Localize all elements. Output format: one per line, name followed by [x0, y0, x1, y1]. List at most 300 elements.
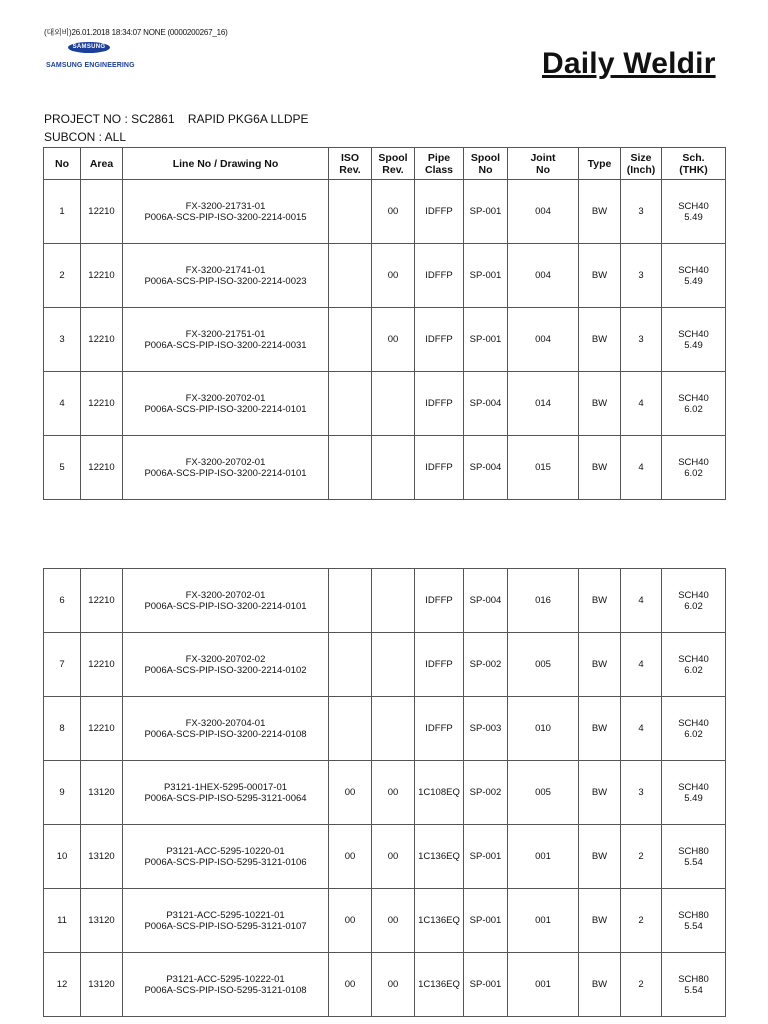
row-thk: 5.49 [684, 339, 703, 351]
cell-spool-rev [372, 180, 415, 244]
table-row [44, 308, 726, 372]
col-iso-rev-header: ISO Rev. [329, 148, 372, 180]
cell-size [621, 372, 662, 436]
table-header-row [44, 148, 726, 180]
row-iso-rev: 00 [344, 979, 356, 990]
cell-no [44, 761, 81, 825]
row-no: 6 [59, 595, 65, 606]
cell-area [81, 761, 123, 825]
cell-joint-no [508, 697, 579, 761]
row-pipe-class: IDFFP [425, 270, 453, 281]
row-size: 4 [638, 398, 644, 409]
row-pipe-class: IDFFP [425, 398, 453, 409]
cell-size [621, 761, 662, 825]
row-joint-no: 005 [535, 659, 551, 670]
cell-pipe-class [415, 436, 464, 500]
row-sch: SCH40 [678, 589, 709, 601]
row-joint-no: 005 [535, 787, 551, 798]
cell-type [579, 436, 621, 500]
row-size: 2 [638, 851, 644, 862]
cell-iso-rev [329, 569, 372, 633]
cell-joint-no [508, 372, 579, 436]
row-sch: SCH40 [678, 653, 709, 665]
row-drawing-no: P006A-SCS-PIP-ISO-3200-2214-0102 [144, 664, 307, 676]
row-type: BW [591, 270, 608, 281]
cell-line-drawing [123, 308, 329, 372]
row-spool-rev: 00 [387, 979, 399, 990]
row-size: 4 [638, 462, 644, 473]
row-drawing-no: P006A-SCS-PIP-ISO-5295-3121-0107 [144, 920, 307, 932]
cell-pipe-class [415, 180, 464, 244]
row-sch: SCH40 [678, 717, 709, 729]
cell-type [579, 889, 621, 953]
row-size: 3 [638, 270, 644, 281]
row-spool-no: SP-002 [469, 659, 502, 670]
row-drawing-no: P006A-SCS-PIP-ISO-5295-3121-0064 [144, 792, 307, 804]
cell-no [44, 436, 81, 500]
row-sch: SCH40 [678, 392, 709, 404]
cell-spool-rev [372, 953, 415, 1017]
cell-joint-no [508, 569, 579, 633]
row-size: 4 [638, 659, 644, 670]
cell-pipe-class [415, 569, 464, 633]
cell-joint-no [508, 889, 579, 953]
table-row [44, 244, 726, 308]
row-iso-rev: 00 [344, 851, 356, 862]
table-row [44, 569, 726, 633]
cell-line-drawing [123, 697, 329, 761]
cell-spool-no [464, 436, 508, 500]
cell-pipe-class [415, 761, 464, 825]
row-spool-no: SP-002 [469, 787, 502, 798]
cell-iso-rev [329, 761, 372, 825]
cell-pipe-class [415, 697, 464, 761]
row-type: BW [591, 334, 608, 345]
cell-size [621, 436, 662, 500]
cell-joint-no [508, 180, 579, 244]
cell-spool-rev [372, 244, 415, 308]
col-line-header: Line No / Drawing No [123, 148, 329, 180]
cell-iso-rev [329, 244, 372, 308]
row-no: 4 [59, 398, 65, 409]
row-size: 4 [638, 595, 644, 606]
cell-spool-rev [372, 697, 415, 761]
row-no: 10 [56, 851, 68, 862]
row-area: 12210 [88, 206, 115, 217]
row-type: BW [591, 851, 608, 862]
cell-spool-rev [372, 761, 415, 825]
row-pipe-class: IDFFP [425, 659, 453, 670]
col-no-header: No [44, 148, 81, 180]
row-sch: SCH80 [678, 845, 709, 857]
cell-sch-thk [662, 436, 726, 500]
cell-joint-no [508, 825, 579, 889]
row-joint-no: 010 [535, 723, 551, 734]
row-sch: SCH80 [678, 909, 709, 921]
document-meta: (대외비)26.01.2018 18:34:07 NONE (0000200267_16) [44, 28, 228, 37]
row-type: BW [591, 659, 608, 670]
row-joint-no: 001 [535, 915, 551, 926]
cell-no [44, 372, 81, 436]
cell-pipe-class [415, 953, 464, 1017]
col-pipe-class-header: Pipe Class [415, 148, 464, 180]
row-sch: SCH40 [678, 328, 709, 340]
row-no: 12 [56, 979, 68, 990]
cell-pipe-class [415, 308, 464, 372]
col-spool-rev-header: Spool Rev. [372, 148, 415, 180]
row-area: 12210 [88, 723, 115, 734]
row-spool-no: SP-001 [469, 206, 502, 217]
cell-iso-rev [329, 953, 372, 1017]
row-type: BW [591, 723, 608, 734]
row-no: 8 [59, 723, 65, 734]
cell-iso-rev [329, 825, 372, 889]
row-area: 13120 [88, 787, 115, 798]
row-no: 5 [59, 462, 65, 473]
row-spool-no: SP-003 [469, 723, 502, 734]
cell-joint-no [508, 633, 579, 697]
table-row [44, 889, 726, 953]
row-line-no: FX-3200-20702-01 [185, 589, 266, 601]
row-type: BW [591, 398, 608, 409]
row-drawing-no: P006A-SCS-PIP-ISO-3200-2214-0101 [144, 467, 307, 479]
cell-no [44, 825, 81, 889]
row-area: 12210 [88, 595, 115, 606]
weld-table-page-1 [43, 147, 726, 500]
row-line-no: FX-3200-21731-01 [185, 200, 266, 212]
weld-table-page-2 [43, 568, 726, 1017]
col-size-header: Size (Inch) [621, 148, 662, 180]
cell-size [621, 244, 662, 308]
cell-type [579, 633, 621, 697]
row-size: 3 [638, 334, 644, 345]
row-drawing-no: P006A-SCS-PIP-ISO-3200-2214-0101 [144, 403, 307, 415]
row-pipe-class: 1C136EQ [418, 979, 460, 990]
cell-area [81, 697, 123, 761]
cell-spool-no [464, 372, 508, 436]
row-area: 13120 [88, 979, 115, 990]
cell-area [81, 569, 123, 633]
cell-iso-rev [329, 633, 372, 697]
cell-no [44, 953, 81, 1017]
cell-joint-no [508, 308, 579, 372]
row-joint-no: 004 [535, 334, 551, 345]
row-size: 3 [638, 787, 644, 798]
row-size: 2 [638, 915, 644, 926]
row-thk: 5.49 [684, 792, 703, 804]
row-thk: 5.49 [684, 211, 703, 223]
row-joint-no: 004 [535, 206, 551, 217]
cell-sch-thk [662, 953, 726, 1017]
row-drawing-no: P006A-SCS-PIP-ISO-3200-2214-0023 [144, 275, 307, 287]
row-spool-rev: 00 [387, 787, 399, 798]
row-line-no: FX-3200-20702-01 [185, 456, 266, 468]
cell-line-drawing [123, 825, 329, 889]
cell-spool-no [464, 697, 508, 761]
row-line-no: P3121-1HEX-5295-00017-01 [163, 781, 288, 793]
cell-joint-no [508, 761, 579, 825]
cell-sch-thk [662, 633, 726, 697]
cell-spool-no [464, 244, 508, 308]
col-type-header: Type [579, 148, 621, 180]
cell-no [44, 633, 81, 697]
row-line-no: FX-3200-20702-02 [185, 653, 266, 665]
cell-size [621, 889, 662, 953]
cell-line-drawing [123, 633, 329, 697]
cell-sch-thk [662, 889, 726, 953]
cell-line-drawing [123, 244, 329, 308]
cell-iso-rev [329, 436, 372, 500]
cell-spool-no [464, 953, 508, 1017]
cell-iso-rev [329, 180, 372, 244]
cell-line-drawing [123, 761, 329, 825]
row-thk: 5.54 [684, 856, 703, 868]
cell-joint-no [508, 953, 579, 1017]
row-line-no: FX-3200-20702-01 [185, 392, 266, 404]
row-spool-rev: 00 [387, 915, 399, 926]
row-pipe-class: 1C108EQ [418, 787, 460, 798]
row-area: 12210 [88, 659, 115, 670]
row-spool-no: SP-004 [469, 595, 502, 606]
cell-type [579, 825, 621, 889]
row-spool-no: SP-004 [469, 398, 502, 409]
row-size: 3 [638, 206, 644, 217]
cell-type [579, 761, 621, 825]
cell-sch-thk [662, 372, 726, 436]
row-joint-no: 004 [535, 270, 551, 281]
cell-spool-no [464, 180, 508, 244]
row-pipe-class: IDFFP [425, 206, 453, 217]
row-size: 2 [638, 979, 644, 990]
row-spool-no: SP-001 [469, 851, 502, 862]
row-type: BW [591, 915, 608, 926]
cell-spool-no [464, 825, 508, 889]
table-row [44, 697, 726, 761]
cell-size [621, 697, 662, 761]
row-thk: 5.54 [684, 984, 703, 996]
table-row [44, 372, 726, 436]
cell-iso-rev [329, 308, 372, 372]
cell-type [579, 372, 621, 436]
row-drawing-no: P006A-SCS-PIP-ISO-5295-3121-0108 [144, 984, 307, 996]
cell-iso-rev [329, 372, 372, 436]
row-joint-no: 001 [535, 851, 551, 862]
table-row [44, 436, 726, 500]
cell-type [579, 697, 621, 761]
cell-type [579, 180, 621, 244]
row-spool-no: SP-001 [469, 270, 502, 281]
cell-size [621, 825, 662, 889]
document-title: Daily Weldir [542, 47, 716, 80]
cell-spool-no [464, 761, 508, 825]
row-type: BW [591, 979, 608, 990]
row-thk: 6.02 [684, 600, 703, 612]
cell-area [81, 244, 123, 308]
cell-line-drawing [123, 180, 329, 244]
cell-sch-thk [662, 825, 726, 889]
row-no: 9 [59, 787, 65, 798]
row-area: 13120 [88, 915, 115, 926]
row-sch: SCH40 [678, 456, 709, 468]
cell-no [44, 889, 81, 953]
cell-area [81, 633, 123, 697]
table-row [44, 825, 726, 889]
subcon-line: SUBCON : ALL [44, 130, 127, 144]
cell-spool-no [464, 633, 508, 697]
row-spool-no: SP-001 [469, 979, 502, 990]
samsung-engineering-logo [46, 42, 135, 72]
cell-size [621, 569, 662, 633]
row-spool-rev: 00 [387, 206, 399, 217]
row-sch: SCH80 [678, 973, 709, 985]
row-joint-no: 015 [535, 462, 551, 473]
row-joint-no: 014 [535, 398, 551, 409]
row-no: 7 [59, 659, 65, 670]
cell-joint-no [508, 436, 579, 500]
cell-no [44, 697, 81, 761]
row-type: BW [591, 206, 608, 217]
row-pipe-class: IDFFP [425, 334, 453, 345]
row-pipe-class: IDFFP [425, 723, 453, 734]
row-no: 1 [59, 206, 65, 217]
row-thk: 6.02 [684, 403, 703, 415]
row-area: 12210 [88, 270, 115, 281]
row-no: 2 [59, 270, 65, 281]
row-area: 12210 [88, 462, 115, 473]
cell-spool-no [464, 308, 508, 372]
cell-iso-rev [329, 697, 372, 761]
cell-type [579, 569, 621, 633]
row-pipe-class: 1C136EQ [418, 851, 460, 862]
cell-spool-no [464, 889, 508, 953]
row-line-no: P3121-ACC-5295-10222-01 [166, 973, 285, 985]
row-spool-no: SP-004 [469, 462, 502, 473]
row-thk: 5.49 [684, 275, 703, 287]
row-spool-no: SP-001 [469, 334, 502, 345]
cell-size [621, 633, 662, 697]
project-line: PROJECT NO : SC2861 RAPID PKG6A LLDPE [44, 112, 309, 126]
row-drawing-no: P006A-SCS-PIP-ISO-3200-2214-0101 [144, 600, 307, 612]
cell-pipe-class [415, 889, 464, 953]
row-area: 12210 [88, 398, 115, 409]
table-row [44, 180, 726, 244]
row-type: BW [591, 787, 608, 798]
cell-spool-no [464, 569, 508, 633]
row-size: 4 [638, 723, 644, 734]
cell-spool-rev [372, 308, 415, 372]
cell-type [579, 308, 621, 372]
cell-line-drawing [123, 372, 329, 436]
cell-sch-thk [662, 244, 726, 308]
cell-no [44, 569, 81, 633]
row-iso-rev: 00 [344, 787, 356, 798]
table-row [44, 633, 726, 697]
cell-size [621, 180, 662, 244]
cell-sch-thk [662, 308, 726, 372]
row-thk: 6.02 [684, 728, 703, 740]
row-thk: 6.02 [684, 467, 703, 479]
cell-type [579, 953, 621, 1017]
cell-line-drawing [123, 953, 329, 1017]
row-iso-rev: 00 [344, 915, 356, 926]
row-line-no: P3121-ACC-5295-10220-01 [166, 845, 285, 857]
row-no: 3 [59, 334, 65, 345]
cell-no [44, 180, 81, 244]
table-row [44, 953, 726, 1017]
row-sch: SCH40 [678, 781, 709, 793]
cell-type [579, 244, 621, 308]
row-line-no: FX-3200-20704-01 [185, 717, 266, 729]
row-spool-rev: 00 [387, 851, 399, 862]
cell-joint-no [508, 244, 579, 308]
cell-size [621, 308, 662, 372]
cell-area [81, 372, 123, 436]
cell-spool-rev [372, 436, 415, 500]
cell-sch-thk [662, 761, 726, 825]
cell-pipe-class [415, 825, 464, 889]
cell-pipe-class [415, 633, 464, 697]
row-joint-no: 016 [535, 595, 551, 606]
cell-line-drawing [123, 436, 329, 500]
row-thk: 5.54 [684, 920, 703, 932]
row-sch: SCH40 [678, 264, 709, 276]
row-pipe-class: 1C136EQ [418, 915, 460, 926]
cell-area [81, 889, 123, 953]
cell-area [81, 180, 123, 244]
cell-line-drawing [123, 889, 329, 953]
cell-spool-rev [372, 889, 415, 953]
col-spool-no-header: Spool No [464, 148, 508, 180]
row-area: 13120 [88, 851, 115, 862]
col-sch-header: Sch. (THK) [662, 148, 726, 180]
row-drawing-no: P006A-SCS-PIP-ISO-5295-3121-0106 [144, 856, 307, 868]
cell-spool-rev [372, 633, 415, 697]
cell-line-drawing [123, 569, 329, 633]
col-joint-no-header: Joint No [508, 148, 579, 180]
row-pipe-class: IDFFP [425, 595, 453, 606]
row-spool-no: SP-001 [469, 915, 502, 926]
cell-sch-thk [662, 180, 726, 244]
cell-pipe-class [415, 244, 464, 308]
cell-area [81, 825, 123, 889]
row-line-no: FX-3200-21741-01 [185, 264, 266, 276]
row-joint-no: 001 [535, 979, 551, 990]
table-row [44, 761, 726, 825]
logo-text: SAMSUNG ENGINEERING [46, 62, 135, 69]
row-sch: SCH40 [678, 200, 709, 212]
col-area-header: Area [81, 148, 123, 180]
row-area: 12210 [88, 334, 115, 345]
row-type: BW [591, 462, 608, 473]
cell-sch-thk [662, 697, 726, 761]
cell-size [621, 953, 662, 1017]
row-pipe-class: IDFFP [425, 462, 453, 473]
cell-area [81, 436, 123, 500]
row-spool-rev: 00 [387, 270, 399, 281]
samsung-logo-mark: SAMSUNG [68, 42, 110, 53]
cell-no [44, 244, 81, 308]
cell-area [81, 953, 123, 1017]
row-drawing-no: P006A-SCS-PIP-ISO-3200-2214-0015 [144, 211, 307, 223]
row-drawing-no: P006A-SCS-PIP-ISO-3200-2214-0031 [144, 339, 307, 351]
cell-pipe-class [415, 372, 464, 436]
row-type: BW [591, 595, 608, 606]
row-thk: 6.02 [684, 664, 703, 676]
cell-spool-rev [372, 569, 415, 633]
cell-sch-thk [662, 569, 726, 633]
cell-area [81, 308, 123, 372]
cell-spool-rev [372, 825, 415, 889]
